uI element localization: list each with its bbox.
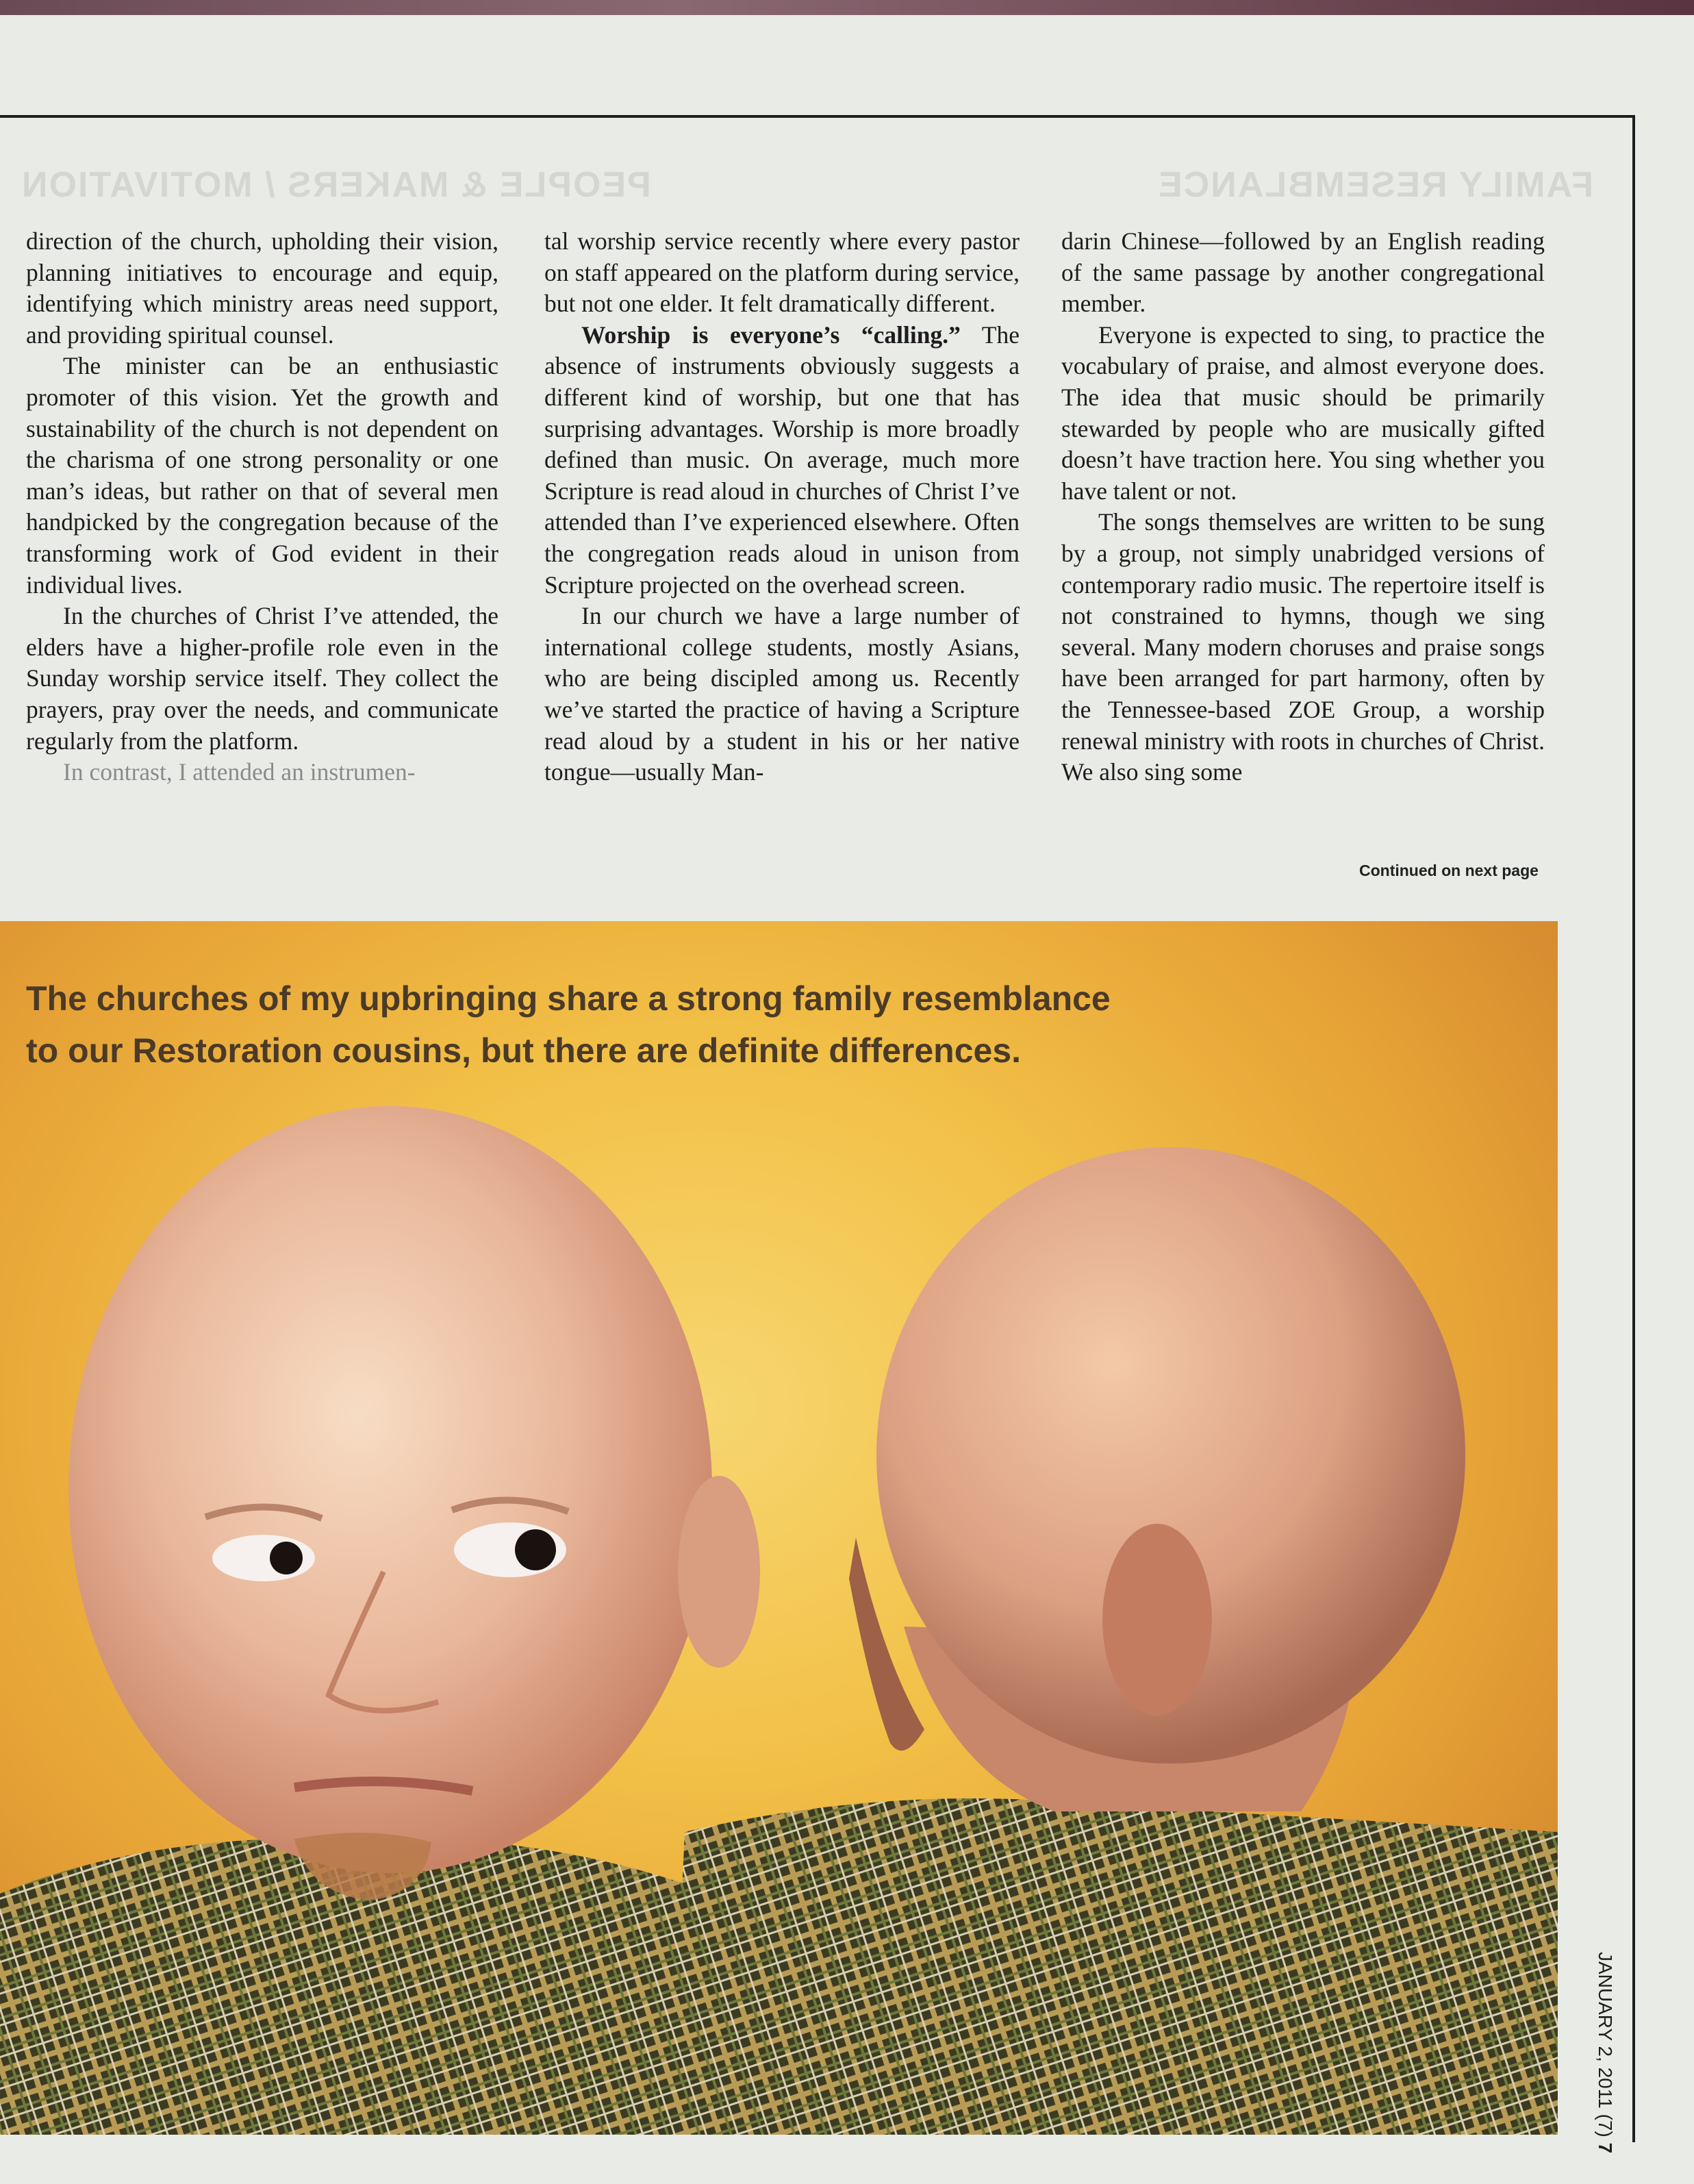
caption-line-1: The churches of my upbringing share a strong family resemblance <box>26 979 1111 1018</box>
photo-two-bald-men <box>0 921 1558 2135</box>
photo-illustration <box>0 921 1558 2135</box>
paragraph: In contrast, I attended an instrumen- <box>63 758 416 786</box>
photo-caption <box>26 972 1111 1077</box>
top-color-strip <box>0 0 1694 15</box>
bleed-through-header-right: FAMILY RESEMBLANCE <box>1157 165 1593 205</box>
issue-number: (7) <box>1595 2113 1616 2137</box>
paragraph: In the churches of Christ I’ve attended, the elders have a higher-profile role even in the Sunday worship service itself. They collect the prayers, pray over the needs, and communicate regularly from the platform. <box>26 602 498 755</box>
right-rule <box>1632 115 1635 2142</box>
paragraph-with-subhead <box>544 320 1020 601</box>
paragraph-body: The absence of instruments obviously suggests a different kind of worship, but one that has surprising advantages. Worship is more broadly defined than music. On average, much more Scripture is read aloud in churches of Christ I’ve attended than I’ve experienced elsewhere. Often the congregation reads aloud in unison from Scripture projected on the overhead screen. <box>544 321 1020 599</box>
text-column-1 <box>26 226 498 788</box>
pupil-left <box>270 1542 303 1574</box>
pupil-right <box>515 1529 556 1570</box>
ear-left <box>678 1476 760 1668</box>
paragraph: The songs themselves are written to be sung by a group, not simply unabridged versions of contemporary radio music. The repertoire itself is not constrained to hymns, though we sing several. Many modern choruses and praise songs have been arranged for part harmony, often by the Tennessee-based ZOE Group, a worship renewal ministry with roots in churches of Christ. We also sing some <box>1061 508 1545 786</box>
ear-right <box>1102 1524 1212 1716</box>
continued-on-next-page: Continued on next page <box>1359 862 1539 879</box>
bleed-through-header-left: PEOPLE & MAKERS / MOTIVATION <box>21 165 651 205</box>
paragraph: In our church we have a large number of international college students, mostly Asians, who are being discipled among us. Recently we’ve started the practice of having a Scripture read aloud by a student in his or her native tongue—usually Man- <box>544 602 1020 786</box>
paragraph: direction of the church, upholding their vision, planning initiatives to encourage and equip, identifying which ministry areas need support, and providing spiritual counsel. <box>26 227 498 349</box>
page-number: 7 <box>1595 2142 1616 2154</box>
page-folio <box>1594 1952 1616 2153</box>
paragraph: darin Chinese—followed by an English reading of the same passage by another congregational member. <box>1061 227 1545 318</box>
caption-line-2: to our Restoration cousins, but there are definite differences. <box>26 1031 1022 1070</box>
paragraph: The minister can be an enthusiastic promoter of this vision. Yet the growth and sustainability of the church is not dependent on the charisma of one strong personality or one man’s ideas, but rather on that of several men handpicked by the congregation because of the transforming work of God evident in their individual lives. <box>26 352 498 599</box>
text-column-2 <box>544 226 1020 788</box>
run-in-subhead: Worship is everyone’s “calling.” <box>581 321 961 349</box>
text-column-3 <box>1061 226 1545 788</box>
paragraph: tal worship service recently where every pastor on staff appeared on the platform during service, but not one elder. It felt dramatically different. <box>544 227 1020 318</box>
top-rule <box>0 115 1634 118</box>
issue-date: JANUARY 2, 2011 <box>1595 1952 1616 2109</box>
paragraph: Everyone is expected to sing, to practice the vocabulary of praise, and almost everyone does. The idea that music should be primarily stewarded by people who are musically gifted doesn’t have traction here. You sing whether you have talent or not. <box>1061 321 1545 505</box>
head-left <box>68 1106 712 1873</box>
